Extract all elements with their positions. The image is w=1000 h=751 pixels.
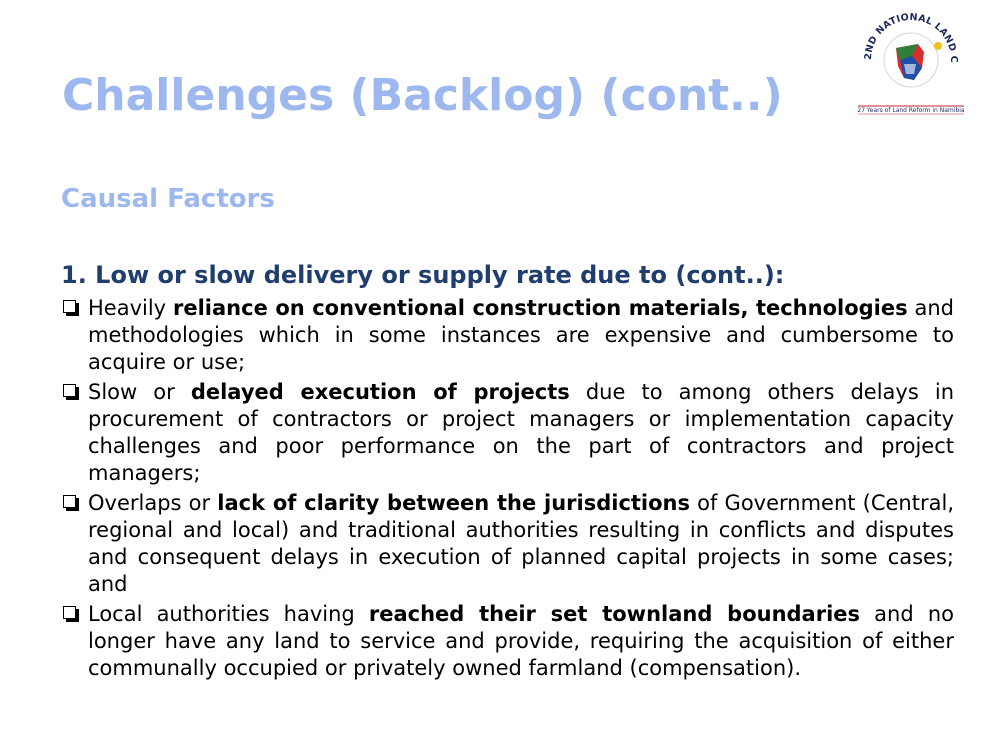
bullet-text-post: and methodologies which in some instances are expensive and cumbersome to acquire or use; xyxy=(88,296,955,374)
bullet-text-bold: reliance on conventional construction materials, technologies xyxy=(173,296,908,320)
checkbox-bullet-icon xyxy=(63,495,76,508)
bullet-text-post: due to among others delays in procurement of contractors or project managers or implementation capacity challenges and poor performance on the part of contractors and project managers; xyxy=(88,380,955,485)
bullet-item xyxy=(62,295,954,376)
bullet-text-pre: Local authorities having xyxy=(88,602,369,626)
logo-caption: 27 Years of Land Reform in Namibia xyxy=(857,107,965,114)
bullet-item xyxy=(62,379,954,487)
logo-ring-text: 2ND NATIONAL LAND C xyxy=(862,11,960,64)
bullet-text-bold: delayed execution of projects xyxy=(190,380,570,404)
bullet-list xyxy=(62,295,954,685)
checkbox-bullet-icon xyxy=(63,384,76,397)
conference-logo-emblem xyxy=(852,8,970,118)
subtitle-causal-factors: Causal Factors xyxy=(61,184,275,214)
bullet-item xyxy=(62,490,954,598)
bullet-text-pre: Heavily xyxy=(88,296,173,320)
bullet-item xyxy=(62,601,954,682)
bullet-text-bold: lack of clarity between the jurisdictions xyxy=(217,491,691,515)
checkbox-bullet-icon xyxy=(63,300,76,313)
bullet-text-post: and no longer have any land to service and provide, requiring the acquisition of either communally occupied or privately owned farmland (compensation). xyxy=(88,602,954,680)
bullet-text-pre: Overlaps or xyxy=(88,491,218,515)
section-heading: 1. Low or slow delivery or supply rate due to (cont..): xyxy=(61,261,785,289)
slide-title: Challenges (Backlog) (cont..) xyxy=(62,70,783,121)
bullet-text-pre: Slow or xyxy=(88,380,191,404)
bullet-text-post: of Government (Central, regional and local) and traditional authorities resulting in conflicts and disputes and consequent delays in execution of planned capital projects in some cases; and xyxy=(88,491,954,596)
conference-logo xyxy=(852,8,970,118)
bullet-text-bold: reached their set townland boundaries xyxy=(368,602,861,626)
checkbox-bullet-icon xyxy=(63,606,76,619)
